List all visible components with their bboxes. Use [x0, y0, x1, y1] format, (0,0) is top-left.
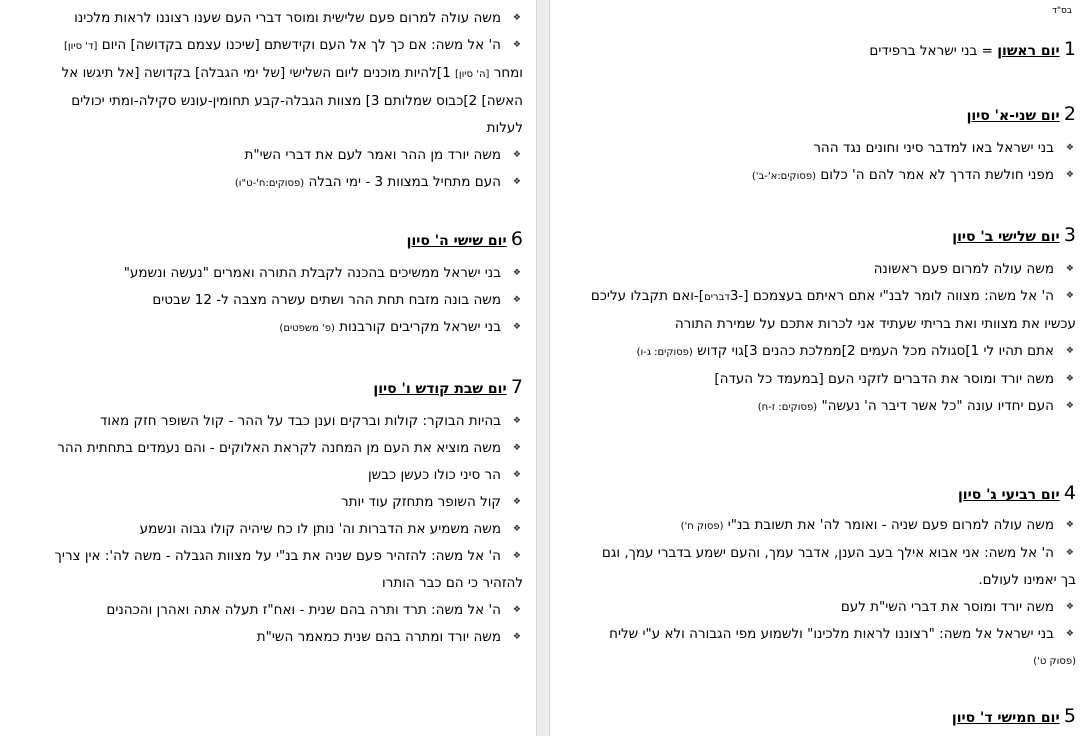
list-item: ❖ משה בונה מזבח תחת ההר ושתים עשרה מצבה ל- 12 שבטים	[18, 287, 523, 314]
list-item: ❖ ה' אל משה: להזהיר פעם שניה את בנ"י על מצוות הגבלה - משה לה': אין צריך	[18, 543, 523, 570]
list-item: ❖ משה מוציא את העם מן המחנה לקראת האלוקים - והם נעמדים בתחתית ההר	[18, 435, 523, 462]
list-item: ❖ משה משמיע את הדברות וה' נותן לו כח שיהיה קולו גבוה ונשמע	[18, 516, 523, 543]
list-item: ❖ הר סיני כולו כעשן כבשן	[18, 462, 523, 489]
list-item: ❖ בהיות הבוקר: קולות וברקים וענן כבד על ההר - קול השופר חזק מאוד	[18, 408, 523, 435]
left-page-column	[18, 0, 523, 736]
day2-heading: 2 יום שני-א' סיון	[966, 103, 1076, 125]
page-gutter	[536, 0, 550, 736]
list-item-continuation: בך יאמינו לעולם.	[978, 572, 1076, 588]
list-item-continuation: האשה] 2]כבוס שמלותם 3] מצוות הגבלה-קבע תחומין-עונש סקילה-ומתי יכולים	[71, 93, 523, 109]
day3-list	[576, 256, 1076, 421]
day6-list	[18, 260, 523, 342]
list-item-continuation: להזהיר כי הם כבר הותרו	[382, 575, 523, 591]
day5-heading: 5 יום חמישי ד' סיון	[951, 705, 1076, 727]
list-item-continuation: עכשיו את מצוותי ואת בריתי שעתיד אני לכרות אתכם על שמירת התורה	[674, 316, 1076, 332]
list-item: ❖ מפני חולשת הדרך לא אמר להם ה' כלום (פסוקים:א'-ב')	[576, 162, 1076, 190]
day2-list	[576, 135, 1076, 190]
day4-list	[576, 512, 1076, 675]
list-item: ❖ משה עולה למרום פעם שלישית ומוסר דברי העם שענו רצוננו לראות מלכינו	[18, 5, 523, 32]
day7-list	[18, 408, 523, 651]
day7-heading: 7 יום שבת קודש ו' סיון	[373, 376, 523, 398]
list-item: ❖ ה' אל משה: תרד ותרה בהם שנית - ואח"ז תעלה אתה ואהרן והכהנים	[18, 597, 523, 624]
list-item: ❖ העם יחדיו עונה "כל אשר דיבר ה' נעשה" (פסוקים: ז-ח)	[576, 393, 1076, 421]
list-item-continuation: (פסוק ט')	[1033, 656, 1076, 667]
list-item: ❖ משה יורד ומתרה בהם שנית כמאמר השי"ת	[18, 624, 523, 651]
page-label: בס"ד	[1052, 6, 1073, 16]
list-item-continuation: ומחר [ה' סיון] 1]להיות מוכנים ליום השלישי [של ימי הגבלה] בקדושה [אל תיגשו אל	[61, 65, 523, 81]
list-item: ❖ בני ישראל מקריבים קורבנות (פ' משפטים)	[18, 314, 523, 342]
day5-continued-list	[18, 5, 523, 197]
list-item: ❖ משה יורד ומוסר את דברי השי"ת לעם	[576, 594, 1076, 621]
list-item: ❖ ה' אל משה: מצווה לומר לבנ"י אתם ראיתם בעצמכם [-3דברים]-ואם תקבלו עליכם	[576, 283, 1076, 311]
list-item-continuation: לעלות	[486, 120, 523, 136]
day3-heading: 3 יום שלישי ב' סיון	[952, 224, 1076, 246]
list-item: ❖ העם מתחיל במצוות 3 - ימי הבלה (פסוקים:ח'-ט"ו)	[18, 169, 523, 197]
list-item: ❖ בני ישראל באו למדבר סיני וחונים נגד ההר	[576, 135, 1076, 162]
list-item: ❖ משה עולה למרום פעם שניה - ואומר לה' את תשובת בנ"י (פסוק ח')	[576, 512, 1076, 540]
day4-heading: 4 יום רביעי ג' סיון	[957, 482, 1076, 504]
list-item: ❖ משה יורד מן ההר ואמר לעם את דברי השי"ת	[18, 142, 523, 169]
list-item: ❖ ה' אל משה: אם כך לך אל העם וקידשתם [שיכנו עצמם בקדושה] היום [ד' סיון]	[18, 32, 523, 60]
day6-heading: 6 יום שישי ה' סיון	[406, 228, 523, 250]
list-item: ❖ בני ישראל ממשיכים בהכנה לקבלת התורה ואמרים "נעשה ונשמע"	[18, 260, 523, 287]
list-item: ❖ משה יורד ומוסר את הדברים לזקני העם [במעמד כל העדה]	[576, 366, 1076, 393]
day1-heading: 1 יום ראשון = בני ישראל ברפידים	[869, 38, 1076, 60]
list-item: ❖ אתם תהיו לי 1]סגולה מכל העמים 2]ממלכת כהנים 3]גוי קדוש (פסוקים: ג-ו)	[576, 338, 1076, 366]
list-item: ❖ משה עולה למרום פעם ראשונה	[576, 256, 1076, 283]
list-item: ❖ בני ישראל אל משה: "רצוננו לראות מלכינו" ולשמוע מפי הגבורה ולא ע"י שליח	[576, 621, 1076, 648]
list-item: ❖ ה' אל משה: אני אבוא אילך בעב הענן, אדבר עמך, והעם ישמע בדברי עמך, וגם	[576, 540, 1076, 567]
right-page-column	[576, 0, 1076, 736]
list-item: ❖ קול השופר מתחזק עוד יותר	[18, 489, 523, 516]
